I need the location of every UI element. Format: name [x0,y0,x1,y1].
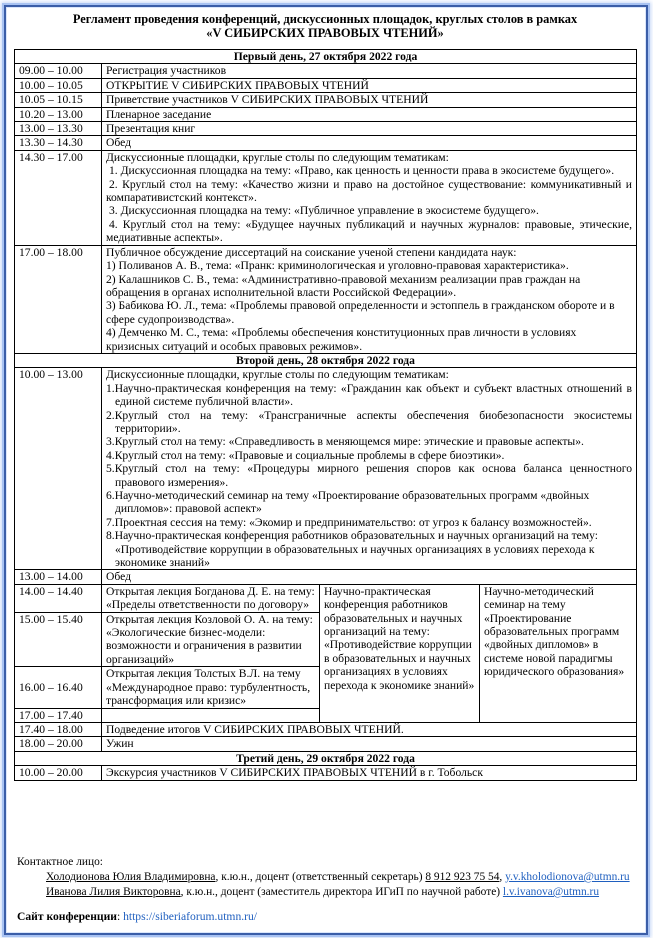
contact-details: , к.ю.н., доцент (ответственный секретарь) [215,871,426,883]
lecture-cell: Открытая лекция Козловой О. А. на тему: «Экологические бизнес-модели: возможности и ограничения в развитии организаций» [102,612,320,667]
topics-intro: Дискуссионные площадки, круглые столы по следующим тематикам: [106,368,449,382]
topic-item: 4. Круглый стол на тему: «Будущее научных публикаций и научных журналов: правовые, этические, медиативные аспекты». [106,217,633,245]
row-activity: Экскурсия участников V СИБИРСКИХ ПРАВОВЫХ ЧТЕНИЙ в г. Тобольск [102,766,637,780]
dissertations-intro: Публичное обсуждение диссертаций на соискание ученой степени кандидата наук: [106,245,517,259]
schedule-table [14,49,637,781]
row-time: 10.00 – 20.00 [15,766,102,780]
table-row [15,78,637,92]
table-row [15,570,637,584]
contact-separator: , [499,871,506,883]
table-row [15,150,637,245]
row-time: 10.20 – 13.00 [15,107,102,121]
row-time: 14.30 – 17.00 [15,150,102,245]
topic-item: 2. Круглый стол на тему: «Качество жизни и право на достойное существование: коммуникативный и компаративистский контекст». [106,177,633,205]
table-row [15,722,637,736]
dissertation-item: 3) Бабикова Ю. Л., тема: «Проблемы правовой определенности и эстоппель в гражданском обороте и в сфере судопроизводства». [106,299,615,326]
dissertations-cell [102,245,637,353]
row-time: 15.00 – 15.40 [15,612,102,667]
contact-email-link[interactable]: l.v.ivanova@utmn.ru [502,886,600,898]
conference-site [17,910,257,923]
table-row [15,368,637,570]
parallel-conference-cell: Научно-практическая конференция работников образовательных и научных организаций на тему: «Противодействие коррупции в образовательных и научных организациях в условиях перехода к экономике знаний» [320,584,480,722]
contacts-section [17,855,637,900]
title-line-1: Регламент проведения конференций, дискуссионных площадок, круглых столов в рамках [72,12,578,26]
table-row [15,584,637,612]
lecture-cell [102,708,320,722]
parallel-seminar-cell: Научно-методический семинар на тему «Проектирование образовательных программ «двойных дипломов» в системе новой парадигмы юридического образования» [480,584,637,722]
row-time: 10.05 – 10.15 [15,93,102,107]
day1-header: Первый день, 27 октября 2022 года [15,50,637,64]
contact-details: , к.ю.н., доцент (заместитель директора ИГиП по научной работе) [180,886,503,898]
day3-header: Третий день, 29 октября 2022 года [15,751,637,765]
row-activity: Обед [102,136,637,150]
lecture-cell: Открытая лекция Богданова Д. Е. на тему: «Пределы ответственности по договору» [102,584,320,612]
row-activity: Презентация книг [102,122,637,136]
topic-item: 3. Дискуссионная площадка на тему: «Публичное управление в экосистеме будущего». [109,204,539,218]
contact-name: Иванова Лилия Викторовна [46,886,181,898]
row-time: 14.00 – 14.40 [15,584,102,612]
table-row [15,245,637,353]
topic-item: 5.Круглый стол на тему: «Процедуры мирного решения споров как основа баланса ценностного правового измерения». [106,462,633,489]
row-time: 17.00 – 18.00 [15,245,102,353]
row-time: 13.00 – 14.00 [15,570,102,584]
topic-item: 7.Проектная сессия на тему: «Экомир и предпринимательство: от угроз к балансу возможностей». [106,515,592,529]
site-url-link[interactable]: https://siberiaforum.utmn.ru/ [123,910,258,923]
contact-email-link[interactable]: y.v.kholodionova@utmn.ru [505,871,630,883]
discussion-topics-cell [102,150,637,245]
row-activity: Ужин [102,737,637,751]
row-time: 13.30 – 14.30 [15,136,102,150]
table-row [15,136,637,150]
row-time: 18.00 – 20.00 [15,737,102,751]
topic-item: 1. Дискуссионная площадка на тему: «Право, как ценность и ценности права в экосистеме будущего». [109,164,615,178]
contact-person [17,885,637,900]
row-time: 09.00 – 10.00 [15,64,102,78]
row-activity: Обед [102,570,637,584]
row-activity: Подведение итогов V СИБИРСКИХ ПРАВОВЫХ ЧТЕНИЙ. [102,722,637,736]
discussion-topics-cell [102,368,637,570]
row-time: 10.00 – 10.05 [15,78,102,92]
topics-intro: Дискуссионные площадки, круглые столы по следующим тематикам: [106,150,449,164]
topic-item: 2.Круглый стол на тему: «Трансграничные аспекты обеспечения биобезопасности экосистемы территории». [106,408,633,435]
row-activity: Пленарное заседание [102,107,637,121]
row-time: 13.00 – 13.30 [15,122,102,136]
row-time: 16.00 – 16.40 [15,667,102,708]
dissertation-item: 1) Поливанов А. В., тема: «Пранк: криминологическая и уголовно-правовая характеристика». [106,259,569,273]
topic-item: 8.Научно-практическая конференция работников образовательных и научных организаций на тему: «Противодействие коррупции в образовательных и научных организациях в условиях перехода к экономике знаний» [106,529,598,570]
topic-item: 3.Круглый стол на тему: «Справедливость в меняющемся мире: этические и правовые аспекты». [106,435,584,449]
row-activity: Регистрация участников [102,64,637,78]
table-row [15,766,637,780]
site-colon: : [116,910,124,923]
day-header-row [15,353,637,367]
contact-phone[interactable]: 8 912 923 75 54 [425,871,500,883]
row-activity: Приветствие участников V СИБИРСКИХ ПРАВОВЫХ ЧТЕНИЙ [102,93,637,107]
row-activity: ОТКРЫТИЕ V СИБИРСКИХ ПРАВОВЫХ ЧТЕНИЙ [102,78,637,92]
day-header-row [15,50,637,64]
lecture-cell: Открытая лекция Толстых В.Л. на тему «Международное право: турбулентность, трансформация или кризис» [102,667,320,708]
document-title [14,12,636,40]
dissertation-item: 2) Калашников С. В., тема: «Административно-правовой механизм реализации прав граждан на обращения в органах исполнительной власти Российской Федерации». [106,272,581,299]
day2-header: Второй день, 28 октября 2022 года [15,353,637,367]
site-label: Сайт конференции [17,910,117,923]
contact-name: Холодионова Юлия Владимировна [46,871,216,883]
title-line-2: «V СИБИРСКИХ ПРАВОВЫХ ЧТЕНИЙ» [206,26,444,40]
table-row [15,737,637,751]
table-row [15,107,637,121]
contact-person [17,870,637,885]
row-time: 10.00 – 13.00 [15,368,102,570]
topic-item: 6.Научно-методический семинар на тему «Проектирование образовательных программ «двойных дипломов»: правовой аспект» [106,489,590,516]
topic-item: 4.Круглый стол на тему: «Правовые и социальные проблемы в сфере биоэтики». [106,448,505,462]
day-header-row [15,751,637,765]
dissertation-item: 4) Демченко М. С., тема: «Проблемы обеспечения конституционных прав личности в условиях кризисных ситуаций и особых правовых режимов». [106,326,577,353]
topic-item: 1.Научно-практическая конференция на тему: «Гражданин как объект и субъект властных отношений в единой системе публичной власти». [106,381,633,409]
contacts-label: Контактное лицо: [17,856,103,868]
row-time: 17.00 – 17.40 [15,708,102,722]
row-time: 17.40 – 18.00 [15,722,102,736]
table-row [15,93,637,107]
table-row [15,64,637,78]
table-row [15,122,637,136]
